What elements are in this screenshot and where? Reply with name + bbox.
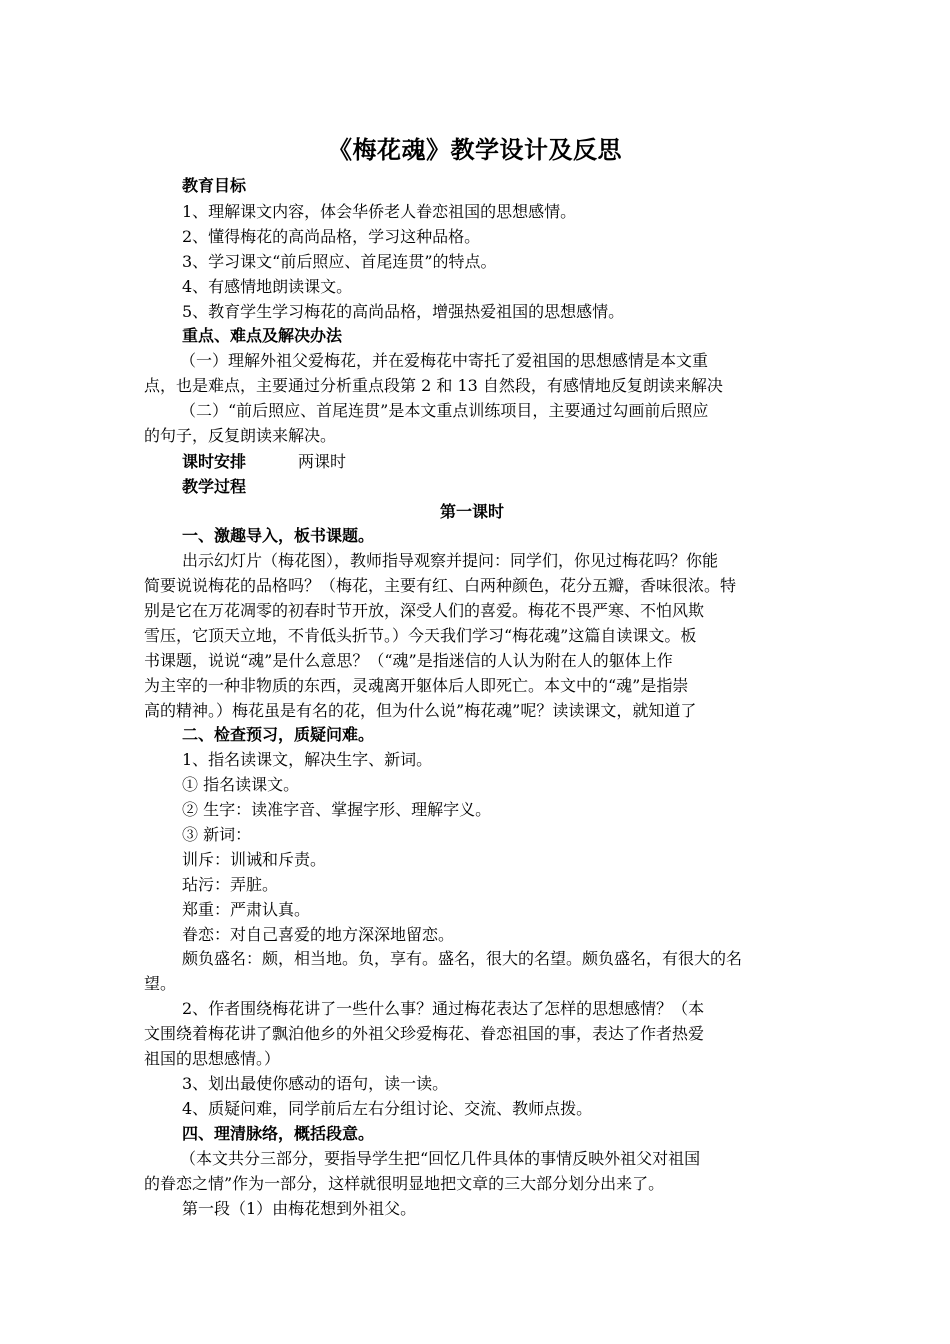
paragraph-line: 玷污：弄脏。 [182, 875, 279, 894]
paragraph-line: 4、质疑问难，同学前后左右分组讨论、交流、教师点拨。 [182, 1099, 593, 1118]
paragraph-line: （一）理解外祖父爱梅花，并在爱梅花中寄托了爱祖国的思想感情是本文重 [180, 351, 709, 370]
paragraph-line: （二）“前后照应、首尾连贯”是本文重点训练项目，主要通过勾画前后照应 [180, 401, 709, 420]
process-heading: 教学过程 [182, 477, 247, 496]
paragraph-line: 点，也是难点，主要通过分析重点段第 2 和 13 自然段，有感情地反复朗读来解决 [144, 376, 723, 395]
paragraph-line: 为主宰的一种非物质的东西，灵魂离开躯体后人即死亡。本文中的“魂”是指崇 [144, 676, 689, 695]
paragraph-line: 祖国的思想感情。） [144, 1049, 281, 1068]
paragraph-line: 郑重：严肃认真。 [182, 900, 311, 919]
paragraph-line: 高的精神。）梅花虽是有名的花，但为什么说”梅花魂”呢？读读课文，就知道了 [144, 701, 697, 720]
goal-item: 4、有感情地朗读课文。 [182, 277, 353, 296]
paragraph-line: ② 生字：读准字音、掌握字形、理解字义。 [182, 800, 492, 819]
paragraph-line: 第一段（1）由梅花想到外祖父。 [182, 1199, 417, 1218]
paragraph-line: 的句子，反复朗读来解决。 [144, 426, 337, 445]
schedule-value: 两课时 [298, 452, 347, 471]
step-heading: 四、理清脉络，概括段意。 [182, 1124, 375, 1143]
goals-heading: 教育目标 [182, 176, 247, 195]
lesson-heading: 第一课时 [440, 502, 505, 521]
paragraph-line: ③ 新词： [182, 825, 252, 844]
goal-item: 2、懂得梅花的高尚品格，学习这种品格。 [182, 227, 481, 246]
schedule-label: 课时安排 [182, 452, 247, 471]
paragraph-line: 别是它在万花凋零的初春时节开放，深受人们的喜爱。梅花不畏严寒、不怕风欺 [144, 601, 705, 620]
step-heading: 二、检查预习，质疑问难。 [182, 725, 375, 744]
paragraph-line: 2、作者围绕梅花讲了一些什么事？通过梅花表达了怎样的思想感情？（本 [182, 999, 705, 1018]
paragraph-line: 颇负盛名：颇，相当地。负，享有。盛名，很大的名望。颇负盛名，有很大的名 [182, 949, 743, 968]
paragraph-line: 雪压，它顶天立地，不肯低头折节。）今天我们学习“梅花魂”这篇自读课文。板 [144, 626, 697, 645]
goal-item: 1、理解课文内容，体会华侨老人眷恋祖国的思想感情。 [182, 202, 577, 221]
paragraph-line: 文围绕着梅花讲了飘泊他乡的外祖父珍爱梅花、眷恋祖国的事，表达了作者热爱 [144, 1024, 705, 1043]
paragraph-line: 眷恋：对自己喜爱的地方深深地留恋。 [182, 925, 455, 944]
key-points-heading: 重点、难点及解决办法 [182, 326, 343, 345]
document-title: 《梅花魂》教学设计及反思 [328, 135, 622, 164]
paragraph-line: ① 指名读课文。 [182, 775, 300, 794]
goal-item: 5、教育学生学习梅花的高尚品格，增强热爱祖国的思想感情。 [182, 302, 625, 321]
paragraph-line: 训斥：训诫和斥责。 [182, 850, 327, 869]
paragraph-line: （本文共分三部分，要指导学生把“回忆几件具体的事情反映外祖父对祖国 [180, 1149, 701, 1168]
paragraph-line: 书课题，说说“魂”是什么意思？（“魂”是指迷信的人认为附在人的躯体上作 [144, 651, 673, 670]
paragraph-line: 3、划出最使你感动的语句，读一读。 [182, 1074, 449, 1093]
paragraph-line: 的眷恋之情”作为一部分，这样就很明显地把文章的三大部分划分出来了。 [144, 1174, 665, 1193]
paragraph-line: 简要说说梅花的品格吗？（梅花，主要有红、白两种颜色，花分五瓣，香味很浓。特 [144, 576, 737, 595]
paragraph-line: 出示幻灯片（梅花图），教师指导观察并提问：同学们，你见过梅花吗？你能 [182, 551, 719, 570]
paragraph-line: 1、指名读课文，解决生字、新词。 [182, 750, 433, 769]
step-heading: 一、激趣导入，板书课题。 [182, 526, 375, 545]
paragraph-line: 望。 [144, 974, 177, 993]
goal-item: 3、学习课文“前后照应、首尾连贯”的特点。 [182, 252, 497, 271]
